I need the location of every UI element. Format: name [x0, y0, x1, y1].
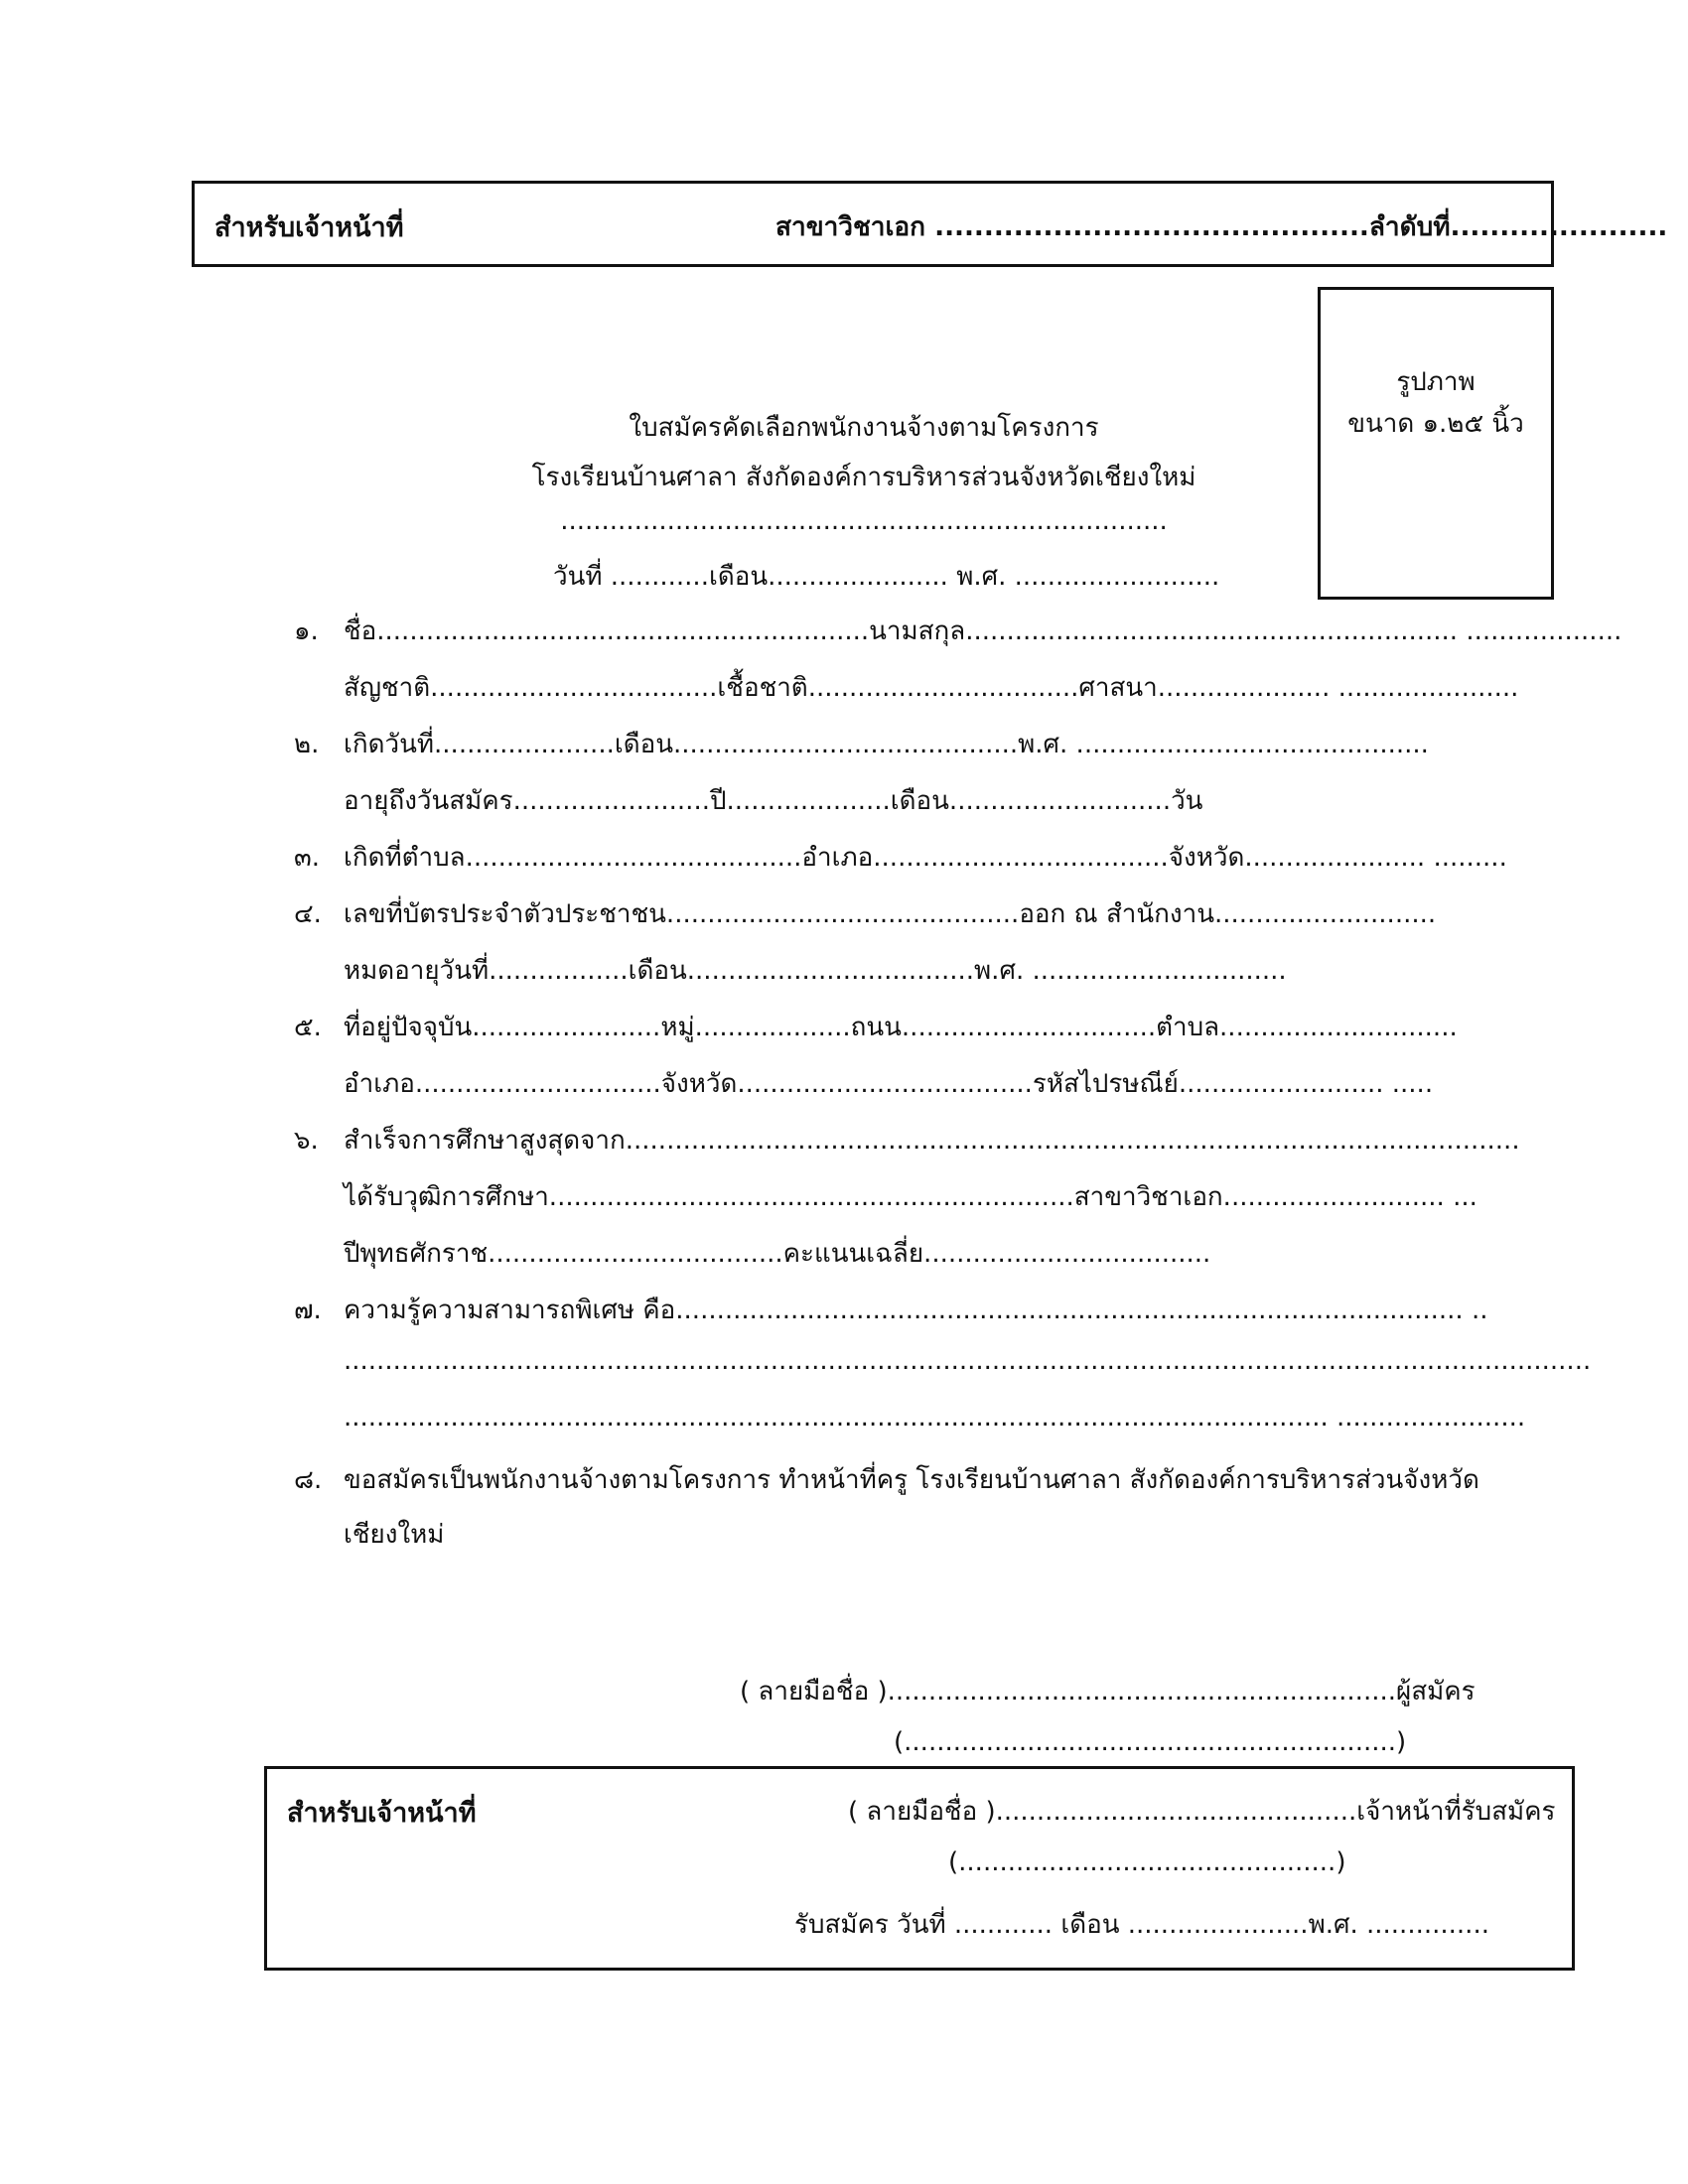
officer-top-box [192, 181, 1668, 267]
nationality-religion-line: สัญชาติ...................................เชื้อชาติ.................................ศาสนา..................... ...................... [344, 673, 1519, 703]
officer-signature-line: ( ลายมือชื่อ )............................................เจ้าหน้าที่รับสมัคร [848, 1797, 1556, 1827]
item-number-2: ๒. [294, 730, 320, 759]
item-number-8: ๘. [294, 1465, 323, 1495]
birthplace-line: เกิดที่ตำบล.........................................อำเภอ....................................จังหวัด...................... ......... [344, 843, 1507, 873]
item-number-7: ๗. [294, 1296, 322, 1325]
item-number-4: ๔. [294, 899, 322, 929]
special-skills-line: ความรู้ความสามารถพิเศษ คือ................................................................................................ .. [344, 1296, 1488, 1325]
officer-label-bottom: สำหรับเจ้าหน้าที่ [287, 1798, 477, 1829]
header-dotted-line: .......................................................................... [560, 506, 1168, 536]
applicant-signature-line: ( ลายมือชื่อ )..............................................................ผู้สมัคร [740, 1677, 1476, 1706]
photo-size-label: ขนาด ๑.๒๕ นิ้ว [1347, 409, 1524, 439]
officer-label: สำหรับเจ้าหน้าที่ [214, 212, 404, 243]
application-statement-cont: เชียงใหม่ [344, 1520, 445, 1550]
school-title: โรงเรียนบ้านศาลา สังกัดองค์การบริหารส่วนจังหวัดเชียงใหม่ [531, 463, 1196, 492]
item-number-3: ๓. [294, 843, 321, 873]
item-number-6: ๖. [294, 1126, 319, 1156]
receipt-date-line: รับสมัคร วันที่ ............ เดือน ......................พ.ศ. ............... [794, 1910, 1489, 1940]
application-statement: ขอสมัครเป็นพนักงานจ้างตามโครงการ ทำหน้าที่ครู โรงเรียนบ้านศาลา สังกัดองค์การบริหารส่วนจังหวัด [344, 1465, 1479, 1495]
photo-label: รูปภาพ [1396, 367, 1476, 397]
form-title: ใบสมัครคัดเลือกพนักงานจ้างตามโครงการ [629, 413, 1099, 443]
applicant-name-line: (............................................................) [894, 1727, 1407, 1757]
officer-bottom-box [264, 1766, 1575, 1971]
address-line: ที่อยู่ปัจจุบัน.......................หมู่...................ถนน...............................ตำบล............................. [344, 1013, 1458, 1042]
education-line: สำเร็จการศึกษาสูงสุดจาก............................................................................................................. [344, 1126, 1520, 1156]
id-expiry-line: หมดอายุวันที่.................เดือน...................................พ.ศ. ............................... [344, 956, 1287, 986]
id-card-line: เลขที่บัตรประจำตัวประชาชน...........................................ออก ณ สำนักงาน........................... [344, 899, 1437, 929]
photo-box [1318, 287, 1554, 600]
item-number-5: ๕. [294, 1013, 322, 1042]
officer-name-line: (..............................................) [948, 1847, 1346, 1877]
special-skills-line-2: ........................................................................................................................................................ [344, 1346, 1592, 1376]
address-district-line: อำเภอ..............................จังหวัด....................................รหัสไปรษณีย์......................... ..... [344, 1069, 1434, 1099]
graduation-year-gpa-line: ปีพุทธศักราช....................................คะแนนเฉลี่ย................................... [344, 1239, 1211, 1269]
degree-major-line: ได้รับวุฒิการศึกษา................................................................สาขาวิชาเอก........................... ... [344, 1182, 1477, 1212]
birth-date-line: เกิดวันที่......................เดือน..........................................พ.ศ. ........................................... [344, 730, 1429, 759]
major-order-line: สาขาวิชาเอก ............................................ลำดับที่...................... [775, 212, 1668, 242]
name-surname-line: ชื่อ............................................................นามสกุล............................................................ ................... [344, 616, 1622, 646]
age-line: อายุถึงวันสมัคร........................ปี....................เดือน...........................วัน [344, 786, 1203, 816]
application-date-line: วันที่ ............เดือน...................... พ.ศ. ......................... [553, 562, 1220, 592]
special-skills-line-3: ........................................................................................................................ ....................... [344, 1403, 1526, 1433]
item-number-1: ๑. [294, 616, 319, 646]
